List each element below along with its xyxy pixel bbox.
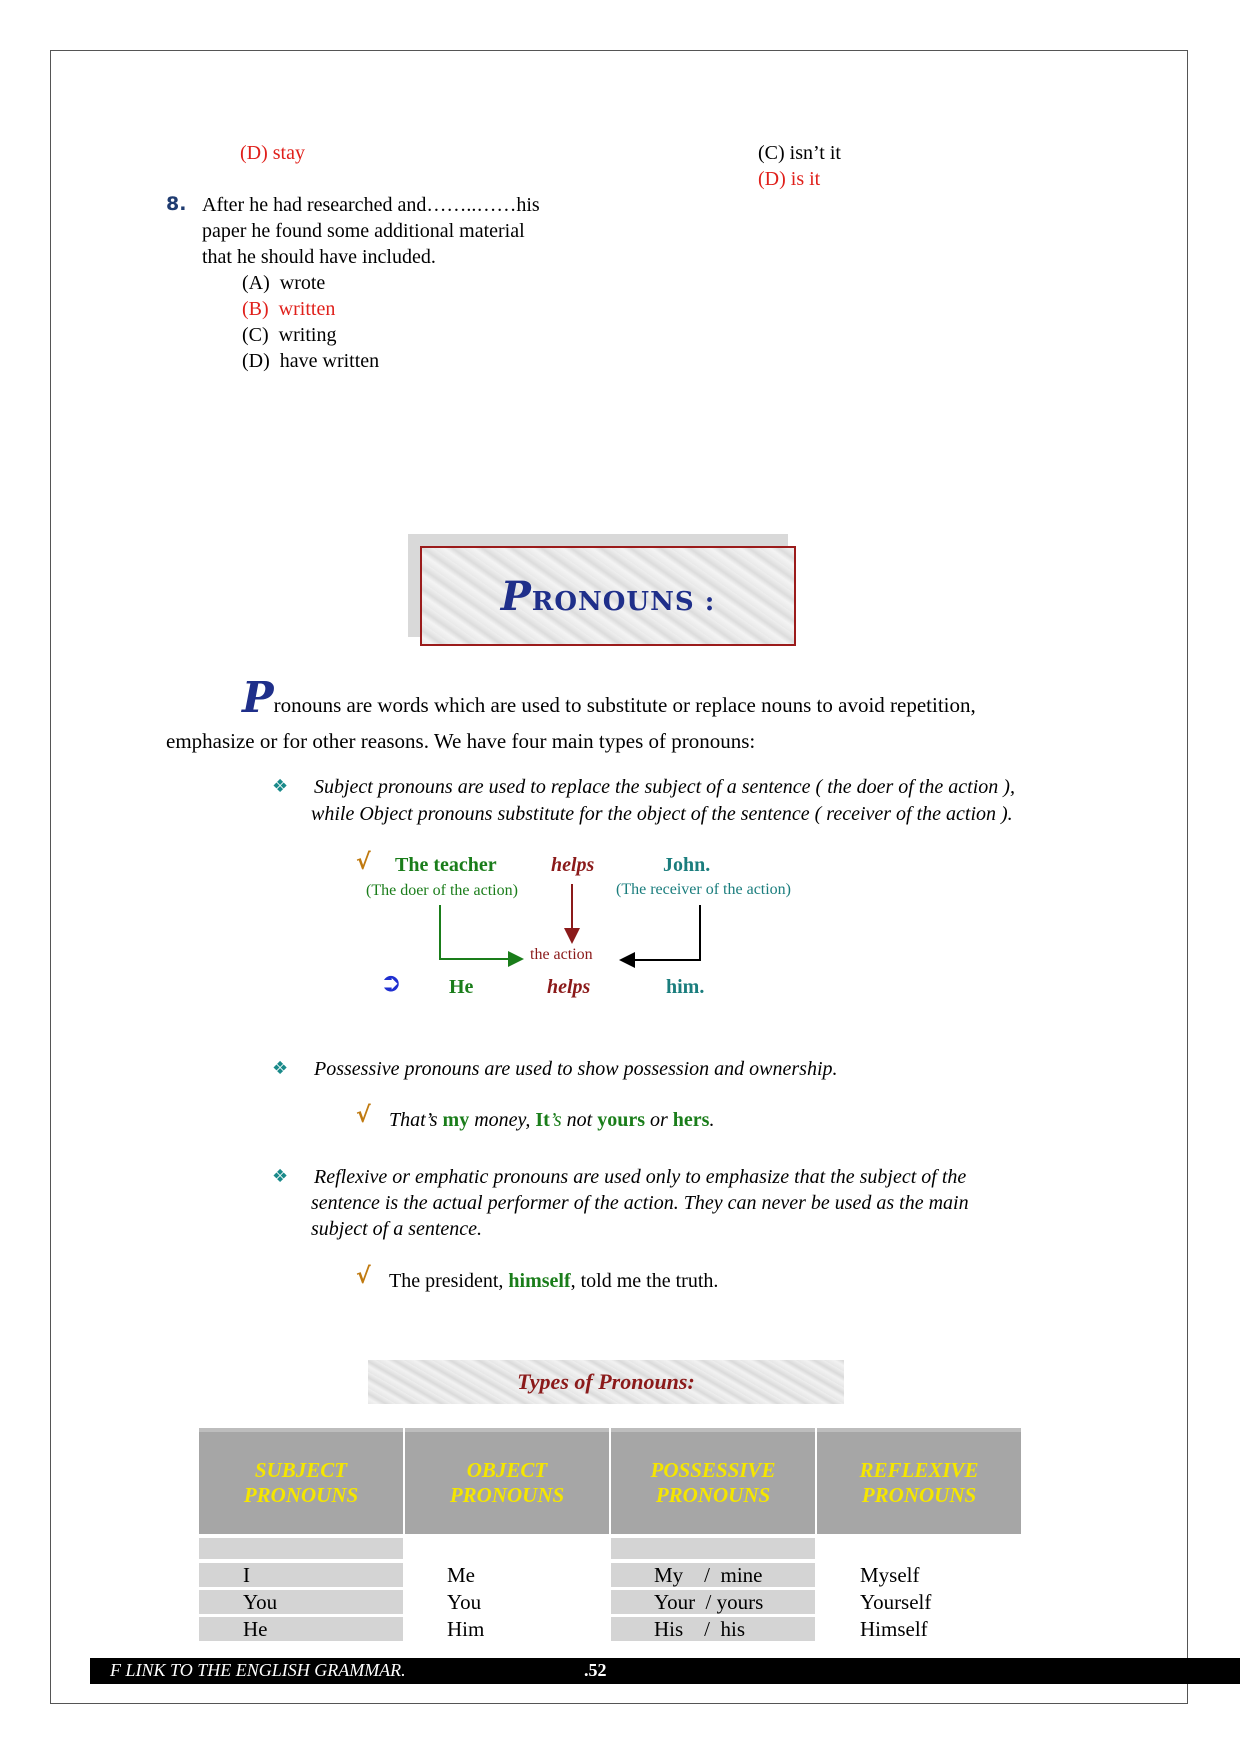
diamond-bullet-icon: ❖ <box>272 1166 289 1187</box>
diamond-bullet-icon: ❖ <box>272 1058 289 1079</box>
doer-note: (The doer of the action) <box>366 882 518 899</box>
option-d: (D) have written <box>242 350 380 372</box>
cell-reflexive: Himself <box>860 1617 928 1641</box>
prev-right-option-c: (C) isn’t it <box>758 142 841 164</box>
cell-subject: I <box>243 1563 250 1587</box>
question-number: 8. <box>166 193 187 215</box>
prev-right-option-d: (D) is it <box>758 168 821 190</box>
cell-possessive: His / his <box>654 1617 746 1641</box>
question-line-1: After he had researched and……..……his <box>202 194 540 216</box>
option-a: (A) wrote <box>242 272 326 294</box>
types-heading: Types of Pronouns: <box>368 1360 844 1404</box>
receiver-arrow <box>621 905 700 960</box>
option-c: (C) writing <box>242 324 337 346</box>
checkmark-icon: √ <box>356 1103 371 1128</box>
receiver-note: (The receiver of the action) <box>616 881 792 898</box>
bullet-2: Possessive pronouns are used to show possession and ownership. <box>314 1058 838 1080</box>
bullet-1-line-1: Subject pronouns are used to replace the subject of a sentence ( the doer of the action ), <box>314 776 1015 798</box>
cell-subject: He <box>243 1617 268 1641</box>
cell-background <box>199 1563 403 1587</box>
diamond-bullet-icon: ❖ <box>272 776 289 797</box>
cell-background <box>611 1538 815 1559</box>
result-object: him. <box>666 976 705 998</box>
cell-background <box>199 1538 403 1559</box>
section-title: PRONOUNS : <box>500 572 716 620</box>
header-possessive: POSSESSIVE PRONOUNS <box>611 1428 815 1534</box>
bullet-3-line-2: sentence is the actual performer of the action. They can never be used as the main <box>311 1192 969 1214</box>
result-subject: He <box>449 976 474 998</box>
cell-object: Him <box>447 1617 485 1641</box>
option-b: (B) written <box>242 298 336 320</box>
dropcap: P <box>242 673 274 722</box>
diagram-subject: The teacher <box>395 854 497 876</box>
cell-background <box>199 1617 403 1641</box>
checkmark-icon: √ <box>356 1264 371 1289</box>
intro-line-2: emphasize or for other reasons. We have four main types of pronouns: <box>166 729 756 753</box>
diagram-object: John. <box>663 854 711 876</box>
action-label: the action <box>530 946 593 963</box>
cell-subject: You <box>243 1590 278 1614</box>
cell-possessive: My / mine <box>654 1563 763 1587</box>
page-number: .52 <box>584 1660 607 1680</box>
bullet-3-line-3: subject of a sentence. <box>311 1218 483 1240</box>
prev-option-d: (D) stay <box>240 142 305 164</box>
header-object: OBJECT PRONOUNS <box>405 1428 609 1534</box>
bullet-1-line-2: while Object pronouns substitute for the object of the sentence ( receiver of the action ). <box>311 803 1013 825</box>
cell-object: You <box>447 1590 482 1614</box>
cell-reflexive: Yourself <box>860 1590 932 1614</box>
header-reflexive: REFLEXIVE PRONOUNS <box>817 1428 1021 1534</box>
cell-reflexive: Myself <box>860 1563 920 1587</box>
footer-bar <box>90 1658 1240 1684</box>
cell-possessive: Your / yours <box>654 1590 764 1614</box>
example-2: That’s my money, It’s not yours or hers. <box>389 1109 715 1131</box>
footer-title: F LINK TO THE ENGLISH GRAMMAR. <box>110 1660 406 1680</box>
cell-background <box>199 1590 403 1614</box>
bullet-3-line-1: Reflexive or emphatic pronouns are used only to emphasize that the subject of the <box>314 1166 967 1188</box>
cell-object: Me <box>447 1563 475 1587</box>
result-verb: helps <box>547 976 591 998</box>
diagram-verb: helps <box>551 854 595 876</box>
example-3: The president, himself, told me the truth. <box>389 1270 719 1292</box>
checkmark-icon: √ <box>356 850 371 875</box>
doer-arrow <box>440 905 522 959</box>
intro-line-1: ronouns are words which are used to substitute or replace nouns to avoid repetition, <box>273 693 976 717</box>
question-line-2: paper he found some additional material <box>202 220 525 242</box>
result-arrow-icon: ➲ <box>380 968 402 998</box>
header-subject: SUBJECT PRONOUNS <box>199 1428 403 1534</box>
question-line-3: that he should have included. <box>202 246 436 268</box>
